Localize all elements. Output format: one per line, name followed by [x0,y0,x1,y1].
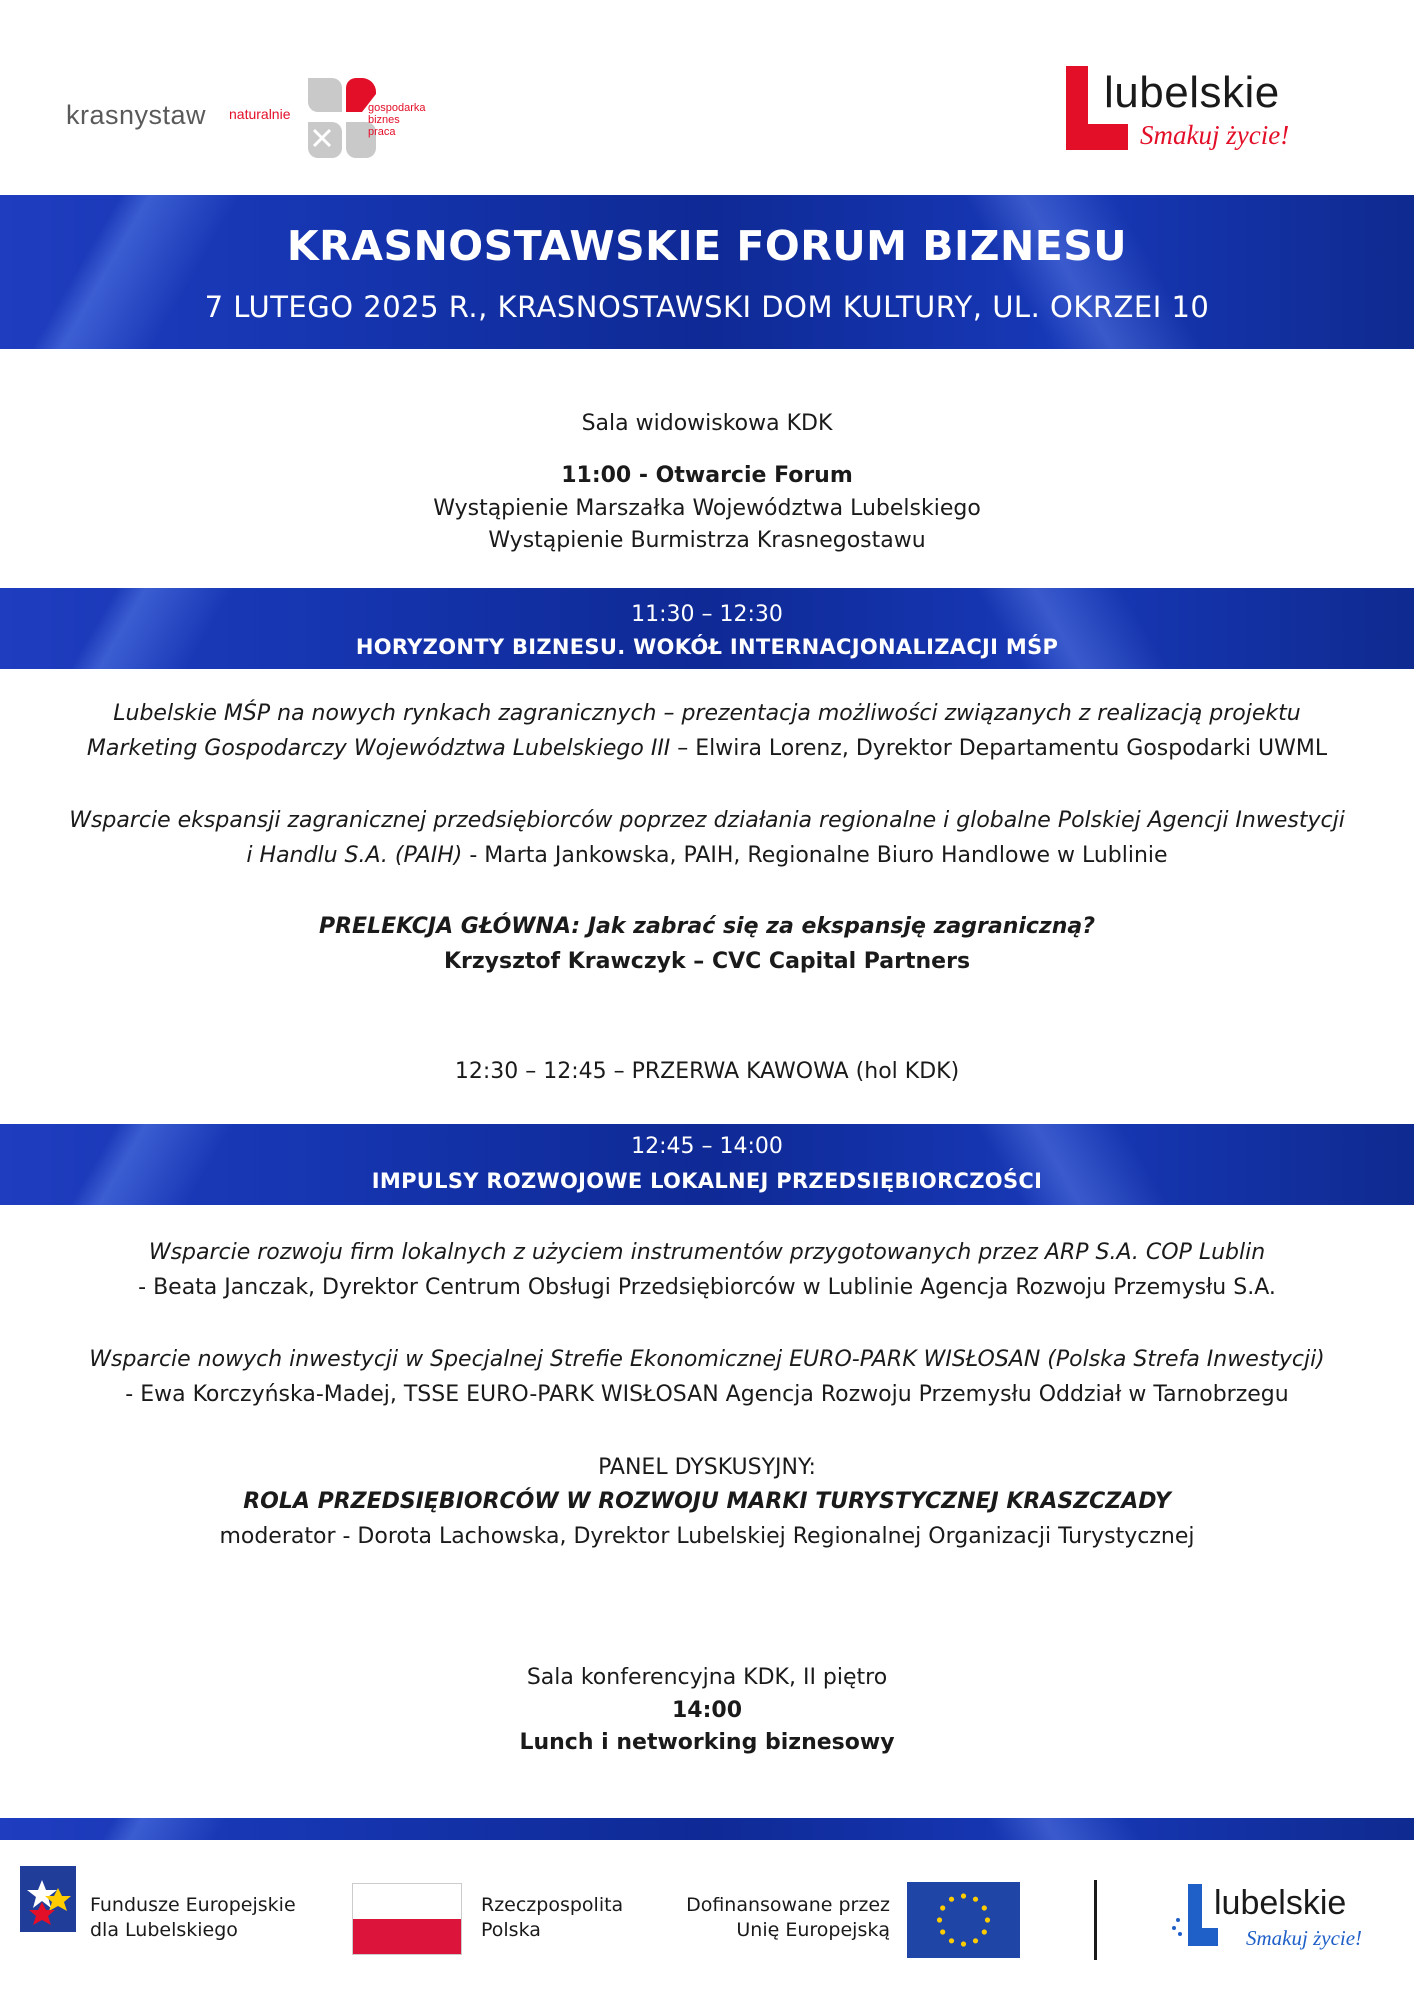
closing-time: 14:00 [671,1698,743,1723]
session2-title: IMPULSY ROZWOJOWE LOKALNEJ PRZEDSIĘBIORCZOŚCI [371,1169,1043,1193]
session1-item2-line2 [0,838,1414,873]
eu-flag-icon [907,1882,1020,1958]
session1-item1-project: Marketing Gospodarczy Województwa Lubelskiego III [86,736,671,761]
krasnystaw-words [368,102,426,138]
keynote-speaker: Krzysztof Krawczyk – CVC Capital Partners [443,949,971,974]
krasnystaw-logo [66,72,466,168]
keynote-title: PRELEKCJA GŁÓWNA: Jak zabrać się za ekspansję zagraniczną? [318,914,1096,939]
session2-item2-line1: Wsparcie nowych inwestycji w Specjalnej Strefie Ekonomicznej EURO-PARK WISŁOSAN (Polska Strefa Inwestycji) [89,1347,1325,1372]
rzeczpospolita-text [481,1893,623,1943]
session1-item1-line1: Lubelskie MŚP na nowych rynkach zagranicznych – prezentacja możliwości związanych z realizacją projektu [113,701,1301,726]
eu-line-1: Dofinansowane przez [686,1894,890,1916]
session1-title: HORYZONTY BIZNESU. WOKÓŁ INTERNACJONALIZACJI MŚP [355,635,1059,659]
rp-line-1: Rzeczpospolita [481,1894,624,1916]
session2-item1-line2: - Beata Janczak, Dyrektor Centrum Obsługi Przedsiębiorców w Lublinie Agencja Rozwoju Przemysłu S.A. [138,1275,1276,1300]
fe-line-2: dla Lubelskiego [90,1919,238,1941]
opening-line-1: Wystąpienie Marszałka Województwa Lubelskiego [433,496,981,521]
session1-time: 11:30 – 12:30 [631,602,783,627]
fundusze-europejskie-text [90,1893,296,1943]
lubelskie-name: lubelskie [1104,68,1280,117]
session2-item2-line2: - Ewa Korczyńska-Madej, TSSE EURO-PARK WISŁOSAN Agencja Rozwoju Przemysłu Oddział w Tarnobrzegu [125,1382,1289,1407]
footer-lubelskie-slogan: Smakuj życie! [1246,1926,1363,1950]
footer-lubelskie-l-icon [1170,1880,1220,1950]
panel-moderator: moderator - Dorota Lachowska, Dyrektor Lubelskiej Regionalnej Organizacji Turystycznej [219,1524,1195,1549]
rp-line-2: Polska [481,1919,541,1941]
closing-room: Sala konferencyjna KDK, II piętro [526,1665,888,1690]
session1-banner [0,588,1414,669]
footer-lubelskie-name: lubelskie [1214,1884,1347,1922]
session1-item1-line2 [0,731,1414,766]
polish-flag-icon [352,1883,462,1955]
eu-funding-text [660,1893,890,1943]
krasnystaw-word: praca [368,126,396,138]
opening-room: Sala widowiskowa KDK [581,411,833,436]
closing-title: Lunch i networking biznesowy [519,1730,895,1755]
session2-item1-line1: Wsparcie rozwoju firm lokalnych z użyciem instrumentów przygotowanych przez ARP S.A. COP Lublin [148,1240,1266,1265]
session1-item2-speaker: - Marta Jankowska, PAIH, Regionalne Biuro Handlowe w Lublinie [462,843,1168,868]
session1-item2-org: i Handlu S.A. (PAIH) [246,843,463,868]
session1-item1-speaker: – Elwira Lorenz, Dyrektor Departamentu Gospodarki UWML [670,736,1328,761]
fundusze-europejskie-icon [20,1866,76,1932]
panel-label: PANEL DYSKUSYJNY: [598,1455,816,1480]
panel-title: ROLA PRZEDSIĘBIORCÓW W ROZWOJU MARKI TURYSTYCZNEJ KRASZCZADY [243,1489,1171,1514]
eu-line-2: Unię Europejską [736,1919,890,1941]
session2-time: 12:45 – 14:00 [631,1134,783,1159]
krasnystaw-word: gospodarka [368,102,426,114]
header-banner [0,195,1414,349]
fe-line-1: Fundusze Europejskie [90,1894,296,1916]
session2-banner [0,1124,1414,1205]
krasnystaw-name: krasnystaw [66,100,207,130]
footer-stripe [0,1818,1414,1840]
page-title: KRASNOSTAWSKIE FORUM BIZNESU [286,222,1128,270]
lubelskie-logo [1060,60,1320,160]
footer-divider [1094,1880,1097,1960]
footer-lubelskie-logo [1170,1880,1390,1960]
krasnystaw-word: biznes [368,114,400,126]
krasnystaw-tag: naturalnie [229,106,291,122]
page-subtitle: 7 LUTEGO 2025 R., KRASNOSTAWSKI DOM KULTURY, UL. OKRZEI 10 [204,290,1210,324]
opening-title: 11:00 - Otwarcie Forum [561,463,853,488]
opening-line-2: Wystąpienie Burmistrza Krasnegostawu [488,528,926,553]
coffee-break: 12:30 – 12:45 – PRZERWA KAWOWA (hol KDK) [454,1059,960,1084]
lubelskie-slogan: Smakuj życie! [1140,120,1290,150]
session1-item2-line1: Wsparcie ekspansji zagranicznej przedsiębiorców poprzez działania regionalne i globalne Polskiej Agencji Inwestycji [69,808,1345,833]
